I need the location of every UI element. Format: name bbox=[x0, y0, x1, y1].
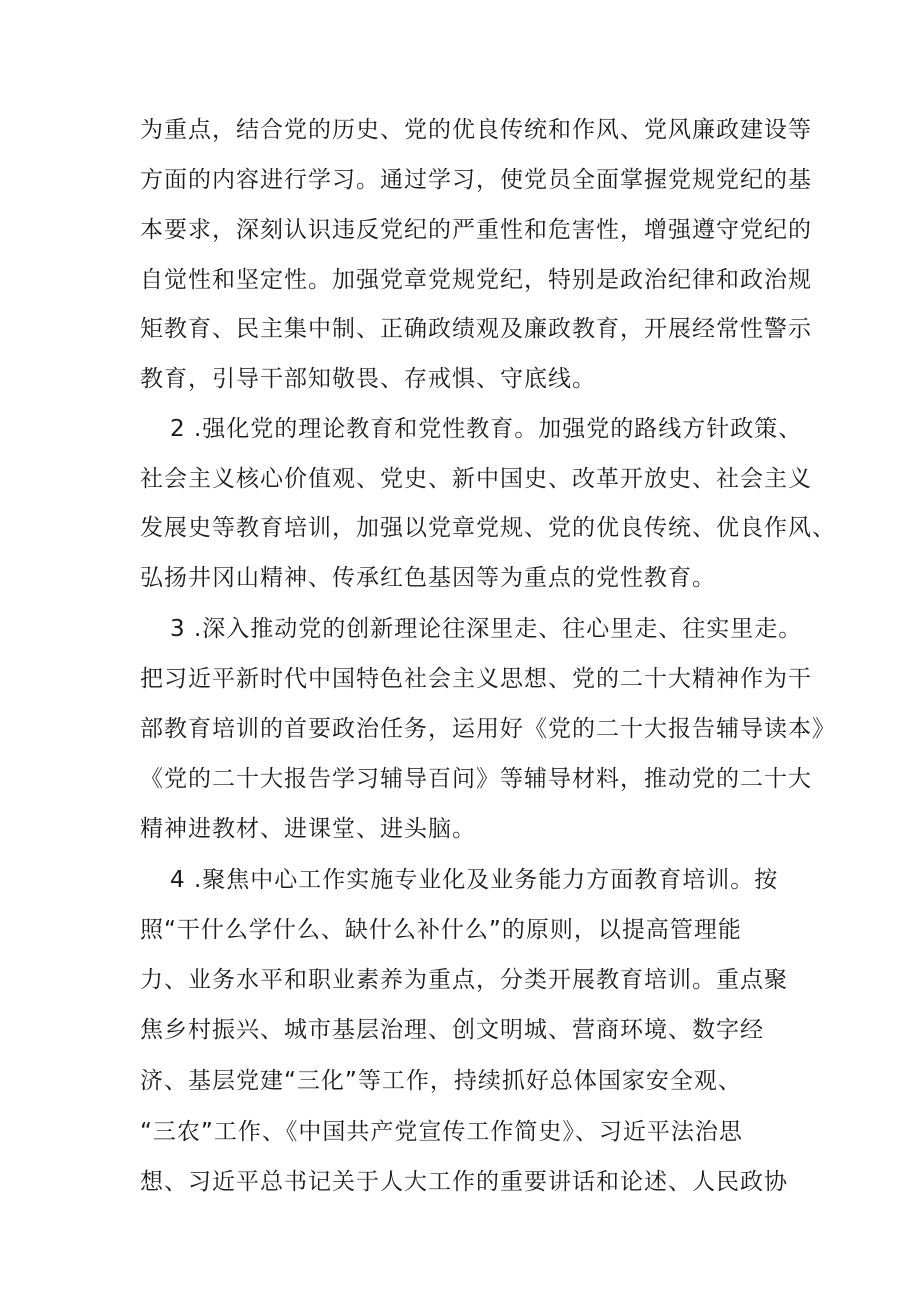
text-line: 为重点，结合党的历史、党的优良传统和作风、党风廉政建设等 bbox=[140, 117, 812, 143]
text-line: 方面的内容进行学习。通过学习，使党员全面掌握党规党纪的基 bbox=[140, 167, 812, 193]
text-line: 教育，引导干部知敬畏、存戒惧、守底线。 bbox=[140, 366, 596, 392]
text-line: 弘扬井冈山精神、传承红色基因等为重点的党性教育。 bbox=[140, 565, 716, 591]
text-line: 发展史等教育培训，加强以党章党规、党的优良传统、优良作风、 bbox=[140, 515, 836, 541]
text-line: 矩教育、民主集中制、正确政绩观及廉政教育，开展经常性警示 bbox=[140, 316, 812, 342]
text-line: 《党的二十大报告学习辅导百问》等辅导材料，推动党的二十大 bbox=[140, 766, 812, 792]
section-4-heading-line: 4 .聚焦中心工作实施专业化及业务能力方面教育培训。按 bbox=[170, 867, 779, 893]
text-line: 精神进教材、进课堂、进头脑。 bbox=[140, 816, 476, 842]
text-line: 自觉性和坚定性。加强党章党规党纪，特别是政治纪律和政治规 bbox=[140, 267, 812, 293]
text-line: 焦乡村振兴、城市基层治理、创文明城、营商环境、数字经 bbox=[140, 1017, 764, 1043]
text-line: 把习近平新时代中国特色社会主义思想、党的二十大精神作为干 bbox=[140, 666, 812, 692]
text-line: 部教育培训的首要政治任务，运用好《党的二十大报告辅导读本》 bbox=[140, 716, 836, 742]
text-line: 想、习近平总书记关于人大工作的重要讲话和论述、人民政协 bbox=[140, 1169, 788, 1195]
text-line: 本要求，深刻认识违反党纪的严重性和危害性，增强遵守党纪的 bbox=[140, 217, 812, 243]
section-3-heading-line: 3 .深入推动党的创新理论往深里走、往心里走、往实里走。 bbox=[170, 616, 803, 642]
text-line: 力、业务水平和职业素养为重点，分类开展教育培训。重点聚 bbox=[140, 967, 788, 993]
text-line: 社会主义核心价值观、党史、新中国史、改革开放史、社会主义 bbox=[140, 466, 812, 492]
section-2-heading-line: 2 .强化党的理论教育和党性教育。加强党的路线方针政策、 bbox=[170, 416, 803, 442]
text-line: “三农”工作、《中国共产党宣传工作简史》、习近平法治思 bbox=[140, 1119, 743, 1145]
text-line: 照“干什么学什么、缺什么补什么”的原则，以提高管理能 bbox=[140, 917, 742, 943]
text-line: 济、基层党建“三化”等工作，持续抓好总体国家安全观、 bbox=[140, 1068, 742, 1094]
